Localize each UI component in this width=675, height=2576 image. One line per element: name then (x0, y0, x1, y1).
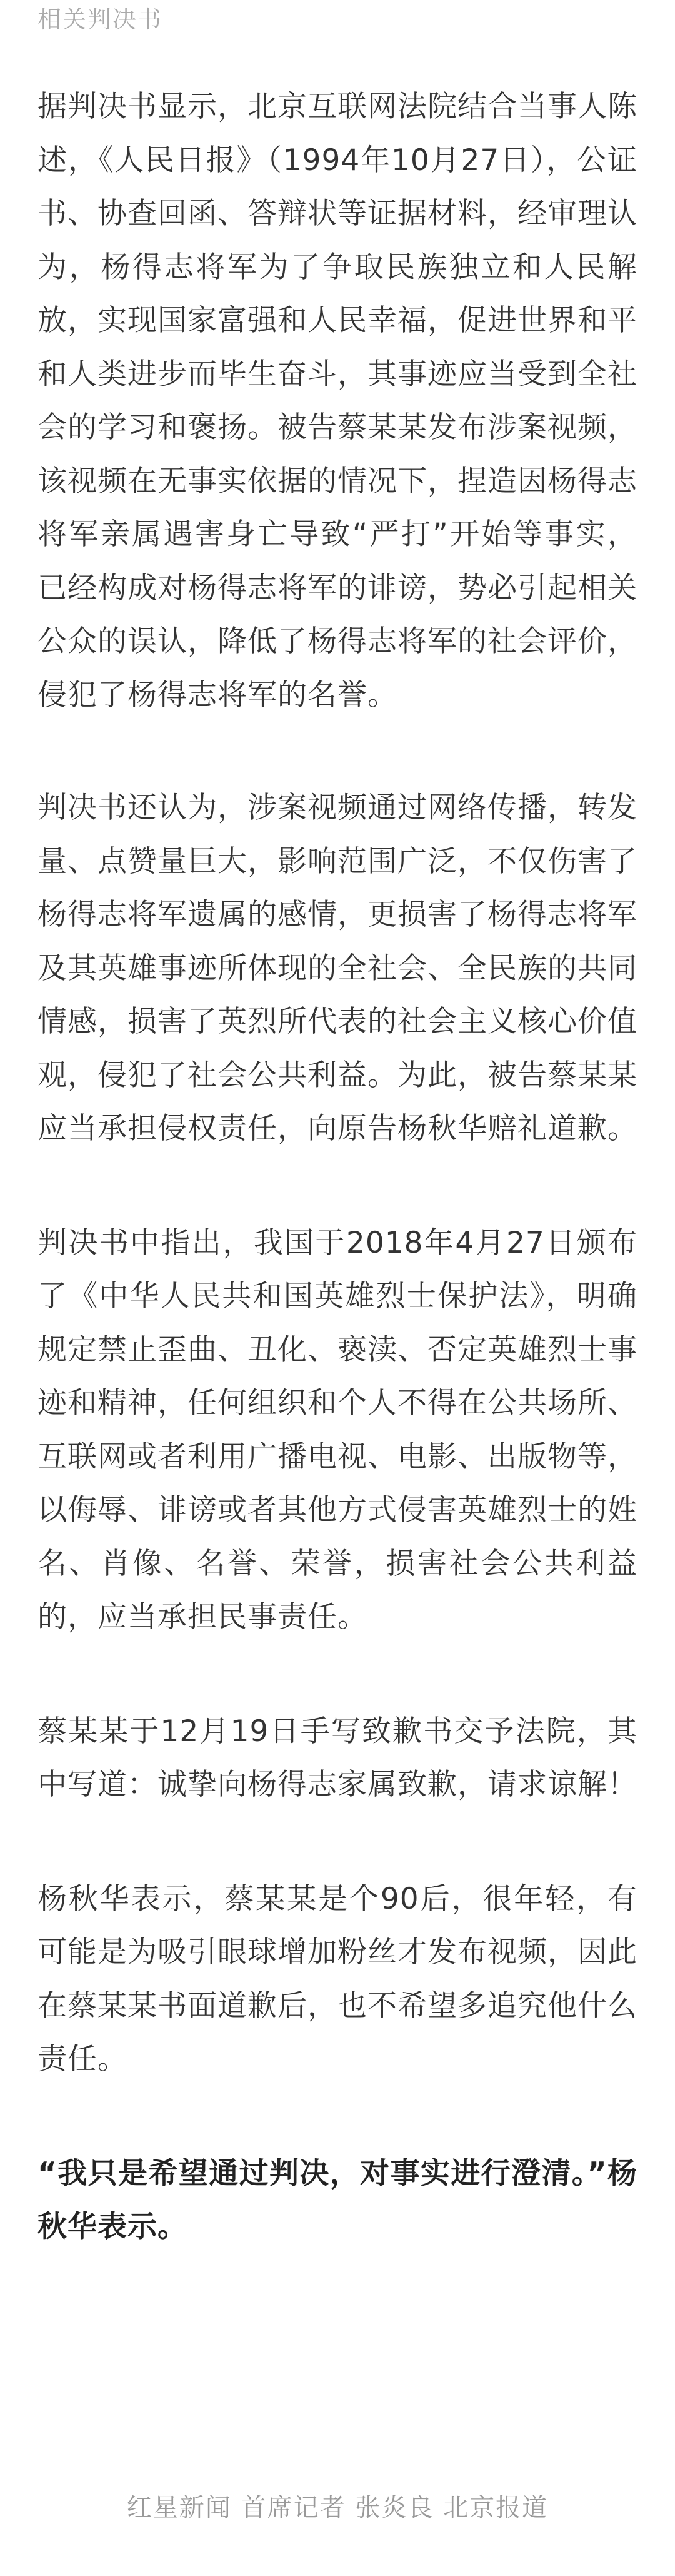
paragraph-hero-protection-law: 判决书中指出，我国于2018年4月27日颁布了《中华人民共和国英雄烈士保护法》，明确规定禁止歪曲、丑化、亵渎、否定英雄烈士事迹和精神，任何组织和个人不得在公共场所、互联网或者利用广播电视、电影、出版物等，以侮辱、诽谤或者其他方式侵害英雄烈士的姓名、肖像、名誉、荣誉，损害社会公共利益的，应当承担民事责任。 (38, 1225, 638, 1634)
article-body (38, 80, 638, 2315)
paragraph-plaintiff-statement: 杨秋华表示，蔡某某是个90后，很年轻，有可能是为吸引眼球增加粉丝才发布视频，因此在蔡某某书面道歉后，也不希望多追究他什么责任。 (38, 1881, 638, 2076)
paragraph-apology-letter: 蔡某某于12月19日手写致歉书交予法院，其中写道：诚挚向杨得志家属致歉，请求谅解！ (38, 1714, 638, 1802)
paragraph-public-interest: 判决书还认为，涉案视频通过网络传播，转发量、点赞量巨大，影响范围广泛，不仅伤害了杨得志将军遗属的感情，更损害了杨得志将军及其英雄事迹所体现的全社会、全民族的共同情感，损害了英烈所代表的社会主义核心价值观，侵犯了社会公共利益。为此，被告蔡某某应当承担侵权责任，向原告杨秋华赔礼道歉。 (38, 790, 638, 1146)
byline: 红星新闻 首席记者 张炎良 北京报道 (126, 2493, 549, 2522)
paragraph-verdict-findings: 据判决书显示，北京互联网法院结合当事人陈述，《人民日报》（1994年10月27日），公证书、协查回函、答辩状等证据材料，经审理认为，杨得志将军为了争取民族独立和人民解放，实现国家富强和人民幸福，促进世界和平和人类进步而毕生奋斗，其事迹应当受到全社会的学习和褒扬。被告蔡某某发布涉案视频，该视频在无事实依据的情况下，捏造因杨得志将军亲属遇害身亡导致“严打”开始等事实，已经构成对杨得志将军的诽谤，势必引起相关公众的误认，降低了杨得志将军的社会评价，侵犯了杨得志将军的名誉。 (38, 89, 638, 712)
image-caption: 相关判决书 (38, 6, 163, 33)
closing-quote: “我只是希望通过判决，对事实进行澄清。”杨秋华表示。 (38, 2156, 638, 2244)
